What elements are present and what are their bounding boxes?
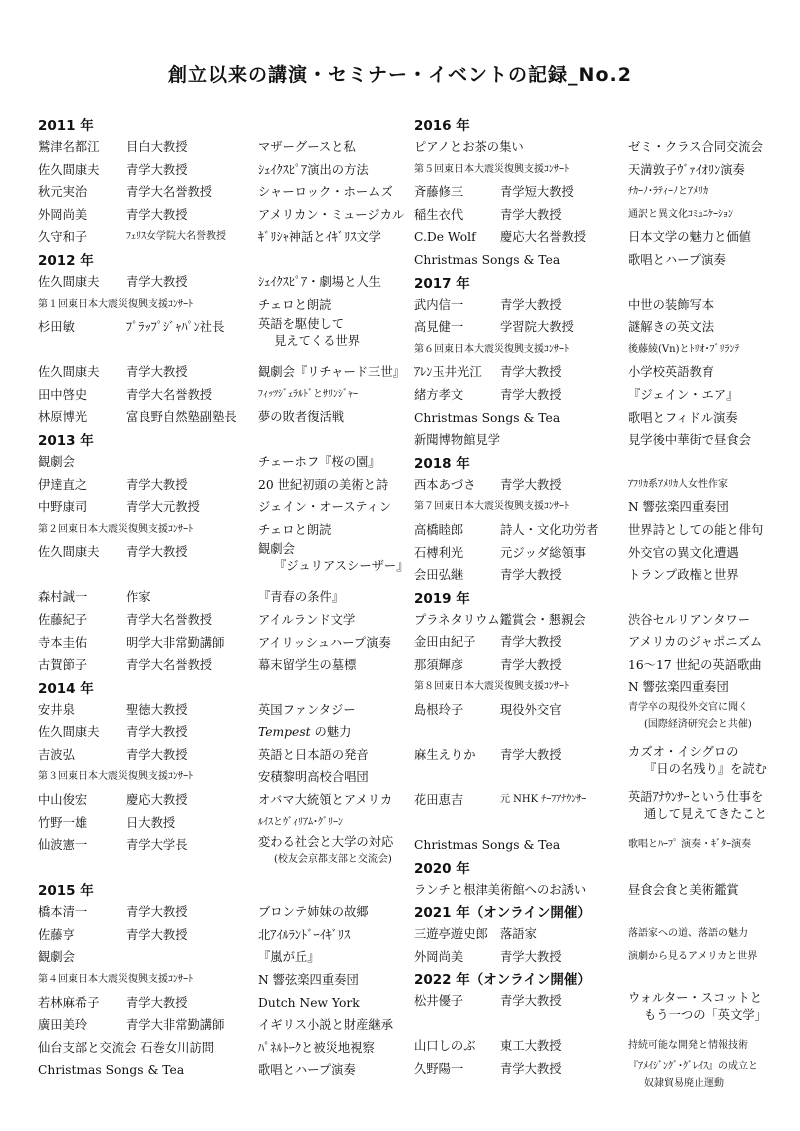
year-heading: 2013 年 [38, 432, 94, 449]
topic: 通訳と異文化ｺﾐｭﾆｹｰｼｮﾝ [628, 208, 733, 220]
page-title: 創立以来の講演・セミナー・イベントの記録_No.2 [168, 64, 632, 86]
topic: 外交官の異文化遭遇 [628, 545, 739, 560]
speaker-name: 第５回東日本大震災復興支援ｺﾝｻｰﾄ [414, 163, 569, 175]
topic [628, 744, 767, 778]
event-row [38, 992, 408, 1015]
speaker-name: 佐藤亨 [38, 927, 75, 942]
speaker-name: 外岡尚美 [414, 949, 464, 964]
topic: 英語と日本語の発音 [258, 747, 369, 762]
speaker-name: 山口しのぶ [414, 1039, 476, 1054]
event-row [414, 339, 774, 362]
topic: N 響弦楽四重奏団 [258, 973, 359, 988]
event-row [414, 923, 774, 946]
speaker-name: ピアノとお茶の集い [414, 140, 524, 154]
affiliation: 東工大教授 [500, 1039, 562, 1054]
affiliation: 詩人・文化功労者 [500, 522, 599, 537]
affiliation: 青学大教授 [126, 162, 188, 177]
event-row [414, 789, 774, 834]
topic-line-1: 変わる社会と大学の対応 [258, 835, 394, 850]
topic: 中世の装飾写本 [628, 297, 715, 312]
event-row [414, 316, 774, 339]
event-row [414, 879, 774, 902]
topic [628, 990, 767, 1024]
event-row [414, 294, 774, 317]
event-row [414, 136, 774, 159]
speaker-name: 第３回東日本大震災復興支援ｺﾝｻｰﾄ [38, 771, 193, 783]
speaker-name: 会田弘継 [414, 568, 464, 583]
speaker-name: 稲生衣代 [414, 207, 464, 222]
speaker-name: 佐久間康夫 [38, 365, 100, 380]
topic: 夢の敗者復活戦 [258, 410, 345, 425]
speaker-name: 古賀節子 [38, 658, 88, 673]
topic: トランプ政権と世界 [628, 568, 739, 583]
event-row [38, 496, 408, 519]
affiliation: 青学大教授 [126, 477, 188, 492]
topic-line-1: 観劇会 [258, 542, 295, 557]
topic: ｼｪｲｸｽﾋﾟｱ・劇場と人生 [258, 274, 381, 289]
speaker-name: 第２回東日本大震災復興支援ｺﾝｻｰﾄ [38, 523, 193, 535]
speaker-name: 西本あづさ [414, 477, 476, 492]
affiliation: 青学大教授 [500, 568, 562, 583]
speaker-name: 中山俊宏 [38, 793, 88, 808]
event-row [414, 990, 774, 1035]
topic: ﾊﾟﾈﾙﾄｰｸと被災地視察 [258, 1040, 375, 1055]
event-row [414, 676, 774, 699]
event-row [38, 834, 408, 879]
event-row [38, 901, 408, 924]
affiliation: 明学大非常勤講師 [126, 635, 225, 650]
topic: 20 世紀初頭の美術と詩 [258, 477, 389, 492]
speaker-name: 杉田敏 [38, 320, 75, 335]
affiliation: 元 NHK ﾁｰﾌｱﾅｳﾝｻｰ [500, 794, 587, 806]
topic: アメリカン・ミュージカル [258, 207, 405, 222]
affiliation: 作家 [126, 590, 151, 605]
topic: N 響弦楽四重奏団 [628, 680, 729, 695]
event-row [414, 631, 774, 654]
speaker-name: 那須輝彦 [414, 657, 464, 672]
topic-line-1: ウォルター・スコットと [628, 991, 763, 1006]
speaker-name: 中野康司 [38, 500, 88, 515]
speaker-name: 仙波憲一 [38, 838, 88, 853]
topic: 歌唱とﾊｰﾌﾟ 演奏・ｷﾞﾀｰ演奏 [628, 839, 752, 851]
topic-line-1: 青学卒の現役外交官に聞く [628, 702, 748, 714]
topic [628, 1058, 758, 1092]
event-row [414, 249, 774, 272]
event-row [414, 609, 774, 632]
year-heading: 2018 年 [414, 455, 470, 472]
speaker-name: 廣田美玲 [38, 1018, 88, 1033]
event-row [38, 181, 408, 204]
speaker-name: 佐藤紀子 [38, 612, 88, 627]
speaker-name: 林原博光 [38, 410, 88, 425]
year-heading: 2020 年 [414, 860, 470, 877]
event-row [414, 564, 774, 587]
event-row [38, 632, 408, 655]
affiliation: 青学大教授 [126, 545, 188, 560]
event-row [38, 699, 408, 722]
year-heading: 2016 年 [414, 118, 470, 134]
speaker-name: ｱﾚﾝ玉井光江 [414, 365, 482, 380]
affiliation: 慶応大名誉教授 [500, 230, 587, 245]
affiliation: 青学大教授 [500, 1062, 562, 1077]
topic: 謎解きの英文法 [628, 320, 715, 335]
speaker-name: C.De Wolf [414, 230, 476, 245]
topic [258, 834, 393, 868]
topic-line-2: 通して見えてきたこと [644, 807, 767, 822]
speaker-name: 新聞博物館見学 [414, 433, 501, 448]
topic: Tempest の魅力 [258, 725, 352, 740]
speaker-name: 竹野一雄 [38, 815, 88, 830]
event-row [38, 519, 408, 542]
year-heading: 2012 年 [38, 252, 94, 269]
event-row [414, 1035, 774, 1058]
topic: 渋谷セルリアンタワー [628, 612, 750, 627]
event-row [38, 226, 408, 249]
event-row [38, 654, 408, 677]
event-row [414, 946, 774, 969]
event-row [38, 766, 408, 789]
year-heading: 2014 年 [38, 680, 94, 697]
event-row [414, 654, 774, 677]
event-row [414, 496, 774, 519]
affiliation: 青学大教授 [126, 927, 188, 942]
event-row [38, 1037, 408, 1060]
event-row [38, 294, 408, 317]
speaker-name: 森村誠一 [38, 590, 88, 605]
speaker-name: 松井優子 [414, 994, 464, 1009]
event-row [38, 384, 408, 407]
event-row [38, 924, 408, 947]
topic: 『嵐が丘』 [258, 950, 320, 965]
speaker-name: 仙台支部と交流会 石巻女川訪問 [38, 1040, 215, 1055]
event-row [38, 812, 408, 835]
year-heading: 2011 年 [38, 118, 94, 134]
event-row [414, 181, 774, 204]
affiliation: 青学大学長 [126, 838, 188, 853]
event-row [38, 159, 408, 182]
affiliation: 青学短大教授 [500, 185, 574, 200]
event-row [414, 429, 774, 452]
speaker-name: 武内信一 [414, 297, 464, 312]
topic-line-1: カズオ・イシグロの [628, 745, 739, 760]
affiliation: 青学大元教授 [126, 500, 200, 515]
speaker-name: 第４回東日本大震災復興支援ｺﾝｻｰﾄ [38, 974, 193, 986]
event-row [38, 136, 408, 159]
event-row [38, 586, 408, 609]
speaker-name: 吉波弘 [38, 747, 75, 762]
speaker-name: 安井泉 [38, 702, 75, 717]
topic: 世界詩としての能と俳句 [628, 522, 764, 537]
topic-line-2: 『日の名残り』を読む [644, 762, 767, 777]
affiliation: 青学大教授 [500, 657, 562, 672]
affiliation: 青学大教授 [500, 365, 562, 380]
left-column [38, 114, 408, 1082]
affiliation: 青学大教授 [500, 994, 562, 1009]
affiliation: 元ジッダ総領事 [500, 545, 587, 560]
topic: ｼｪｲｸｽﾋﾟｱ演出の方法 [258, 162, 369, 177]
affiliation: 青学大名誉教授 [126, 612, 213, 627]
affiliation: 青学大教授 [126, 905, 188, 920]
topic: 後藤綾(Vn)とﾄﾘｵ･ﾌﾞﾘﾗﾝﾃ [628, 343, 740, 355]
topic: チェロと朗読 [258, 297, 332, 312]
affiliation: 青学大教授 [126, 274, 188, 289]
speaker-name: 橋本清一 [38, 905, 88, 920]
topic: 持続可能な開発と情報技術 [628, 1040, 748, 1052]
affiliation: 慶応大教授 [126, 793, 188, 808]
topic: 落語家への道、落語の魅力 [628, 928, 748, 940]
topic: 『青春の条件』 [258, 590, 345, 605]
year-heading: 2015 年 [38, 883, 94, 900]
topic: 安積黎明高校合唱団 [258, 770, 369, 785]
affiliation: 落語家 [500, 927, 537, 942]
speaker-name: 高見健一 [414, 320, 464, 335]
topic: 歌唱とハープ演奏 [258, 1063, 356, 1078]
event-row [38, 204, 408, 227]
speaker-name: Christmas Songs & Tea [414, 838, 561, 853]
topic: 北ｱｲﾙﾗﾝﾄﾞｰｲｷﾞﾘｽ [258, 927, 351, 942]
speaker-name: 田中啓史 [38, 387, 88, 402]
topic: 日本文学の魅力と価値 [628, 230, 751, 245]
speaker-name: プラネタリウム鑑賞会・懇親会 [414, 612, 586, 627]
event-row [38, 946, 408, 969]
event-row [38, 744, 408, 767]
event-row [414, 744, 774, 789]
topic-line-1: 英語ｱﾅｳﾝｻｰという仕事を [628, 790, 764, 805]
event-row [38, 361, 408, 384]
topic: 16～17 世紀の英語歌曲 [628, 657, 762, 672]
topic: N 響弦楽四重奏団 [628, 500, 729, 515]
speaker-name: 久守和子 [38, 230, 88, 245]
event-row [38, 541, 408, 586]
affiliation: 青学大名誉教授 [126, 658, 213, 673]
topic: チェロと朗読 [258, 522, 332, 537]
event-row [414, 384, 774, 407]
speaker-name: Christmas Songs & Tea [414, 410, 561, 425]
topic: シャーロック・ホームズ [258, 185, 393, 200]
topic-line-2: 奴隷貿易廃止運動 [644, 1078, 724, 1090]
speaker-name: 石榑利光 [414, 545, 464, 560]
affiliation: 青学大名誉教授 [126, 387, 213, 402]
affiliation: 青学大教授 [126, 207, 188, 222]
topic: ﾌｨｯﾂｼﾞｪﾗﾙﾄﾞとｻﾘﾝｼﾞｬｰ [258, 388, 358, 400]
topic: 観劇会『リチャード三世』 [258, 365, 405, 380]
affiliation: ﾌｪﾘｽ女学院大名誉教授 [126, 231, 226, 243]
topic [258, 316, 360, 350]
topic: ﾁｶｰﾉ･ﾗﾃｨｰﾉとｱﾒﾘｶ [628, 186, 708, 198]
speaker-name: 花田恵吉 [414, 793, 464, 808]
event-row [38, 969, 408, 992]
event-row [38, 316, 408, 361]
speaker-name: 第６回東日本大震災復興支援ｺﾝｻｰﾄ [414, 343, 569, 355]
topic [628, 699, 752, 733]
event-row [414, 361, 774, 384]
speaker-name: 久野陽一 [414, 1062, 464, 1077]
topic [628, 789, 767, 823]
event-row [38, 789, 408, 812]
topic: 見学後中華街で昼食会 [628, 433, 751, 448]
topic: 『ジェイン・エア』 [628, 387, 739, 402]
topic-line-1: 『ｱﾒｲｼﾞﾝｸﾞ･ｸﾞﾚｲｽ』の成立と [628, 1061, 758, 1073]
affiliation: 青学大教授 [500, 387, 562, 402]
affiliation: ﾌﾟﾗｯﾌﾟｼﾞｬﾊﾟﾝ社長 [126, 320, 225, 335]
affiliation: 青学大教授 [126, 747, 188, 762]
speaker-name: 観劇会 [38, 950, 75, 965]
speaker-name: 秋元実治 [38, 185, 88, 200]
topic: 歌唱とハープ演奏 [628, 252, 726, 267]
speaker-name: 三遊亭遊史郎 [414, 927, 488, 942]
topic: 歌唱とフィドル演奏 [628, 410, 738, 425]
speaker-name: ランチと根津美術館へのお誘い [414, 882, 587, 897]
event-row [414, 834, 774, 857]
speaker-name: 麻生えりか [414, 748, 476, 763]
topic-line-2: (校友会京都支部と交流会) [274, 854, 392, 866]
year-heading: 2019 年 [414, 590, 470, 607]
affiliation: 青学大非常勤講師 [126, 1018, 225, 1033]
topic: オバマ大統領とアメリカ [258, 793, 393, 808]
event-row [38, 1014, 408, 1037]
affiliation: 青学大教授 [500, 207, 562, 222]
affiliation: 富良野自然塾副塾長 [126, 410, 237, 425]
topic-line-2: もう一つの「英文学」 [644, 1008, 767, 1023]
topic: 演劇から見るアメリカと世界 [628, 950, 758, 962]
topic: ｷﾞﾘｼｬ神話とｲｷﾞﾘｽ文学 [258, 230, 381, 245]
topic: ﾙｲｽとｳﾞｨﾘｱﾑ･ｸﾞﾘｰﾝ [258, 816, 343, 828]
speaker-name: 緒方孝文 [414, 387, 464, 402]
speaker-name: 佐久間康夫 [38, 725, 100, 740]
topic: ｱﾌﾘｶ系ｱﾒﾘｶ人女性作家 [628, 478, 728, 490]
topic: チェーホフ『桜の園』 [258, 454, 381, 469]
topic-line-2: 見えてくる世界 [274, 334, 361, 349]
topic: ゼミ・クラス合同交流会 [628, 140, 763, 154]
speaker-name: 若林麻希子 [38, 995, 100, 1010]
year-heading: 2017 年 [414, 275, 470, 292]
event-row [38, 1059, 408, 1082]
speaker-name: 第８回東日本大震災復興支援ｺﾝｻｰﾄ [414, 681, 569, 693]
event-row [38, 451, 408, 474]
affiliation: 青学大教授 [500, 297, 562, 312]
event-row [414, 699, 774, 744]
speaker-name: Christmas Songs & Tea [414, 252, 561, 267]
event-row [414, 1058, 774, 1103]
affiliation: 青学大名誉教授 [126, 185, 213, 200]
event-row [38, 406, 408, 429]
event-row [38, 721, 408, 744]
event-row [38, 474, 408, 497]
affiliation: 青学大教授 [500, 949, 562, 964]
speaker-name: 外岡尚美 [38, 207, 88, 222]
affiliation: 青学大教授 [126, 725, 188, 740]
year-heading: 2022 年（オンライン開催） [414, 972, 591, 989]
speaker-name: 伊達直之 [38, 477, 88, 492]
event-row [414, 407, 774, 430]
topic: 幕末留学生の墓標 [258, 658, 357, 673]
event-row [414, 519, 774, 542]
speaker-name: 第１回東日本大震災復興支援ｺﾝｻｰﾄ [38, 298, 193, 310]
event-row [414, 226, 774, 249]
topic-line-2: (国際経済研究会と共催) [644, 719, 752, 731]
right-column [414, 114, 774, 1103]
event-row [414, 474, 774, 497]
topic: 英国ファンタジー [258, 702, 356, 717]
topic: 天満敦子ｳﾞｧｲｵﾘﾝ演奏 [628, 162, 745, 177]
topic: アイルランド文学 [258, 612, 356, 627]
affiliation: 現役外交官 [500, 703, 562, 718]
speaker-name: 佐久間康夫 [38, 162, 100, 177]
topic: 昼食会食と美術鑑賞 [628, 882, 739, 897]
topic-line-1: 英語を駆使して [258, 317, 345, 332]
topic: マザーグースと私 [258, 140, 356, 154]
topic: ジェイン・オースティン [258, 500, 392, 515]
topic [258, 541, 409, 575]
speaker-name: 島根玲子 [414, 703, 464, 718]
event-row [38, 609, 408, 632]
topic: 小学校英語教育 [628, 365, 715, 380]
affiliation: 目白大教授 [126, 140, 188, 154]
topic: アイリッシュハープ演奏 [258, 635, 391, 650]
topic: ブロンテ姉妹の故郷 [258, 905, 369, 920]
affiliation: 青学大教授 [126, 365, 188, 380]
speaker-name: 鷲津名都江 [38, 140, 100, 154]
speaker-name: 佐久間康夫 [38, 545, 100, 560]
speaker-name: 寺本圭佑 [38, 635, 88, 650]
affiliation: 青学大教授 [500, 477, 562, 492]
speaker-name: 高橋睦郎 [414, 522, 464, 537]
affiliation: 日大教授 [126, 815, 176, 830]
event-row [414, 159, 774, 182]
year-heading: 2021 年（オンライン開催） [414, 905, 591, 922]
affiliation: 学習院大教授 [500, 320, 574, 335]
speaker-name: 観劇会 [38, 454, 75, 469]
event-row [38, 271, 408, 294]
speaker-name: Christmas Songs & Tea [38, 1063, 185, 1078]
speaker-name: 金田由紀子 [414, 635, 476, 650]
topic-line-2: 『ジュリアスシーザー』 [274, 559, 409, 574]
speaker-name: 佐久間康夫 [38, 274, 100, 289]
affiliation: 青学大教授 [126, 995, 188, 1010]
speaker-name: 第７回東日本大震災復興支援ｺﾝｻｰﾄ [414, 501, 569, 513]
topic: アメリカのジャポニズム [628, 635, 763, 650]
affiliation: 青学大教授 [500, 748, 562, 763]
speaker-name: 斉藤修三 [414, 185, 464, 200]
affiliation: 青学大教授 [500, 635, 562, 650]
event-row [414, 204, 774, 227]
topic: Dutch New York [258, 995, 360, 1010]
affiliation: 聖徳大教授 [126, 702, 188, 717]
event-row [414, 542, 774, 565]
topic: イギリス小説と財産継承 [258, 1018, 394, 1033]
